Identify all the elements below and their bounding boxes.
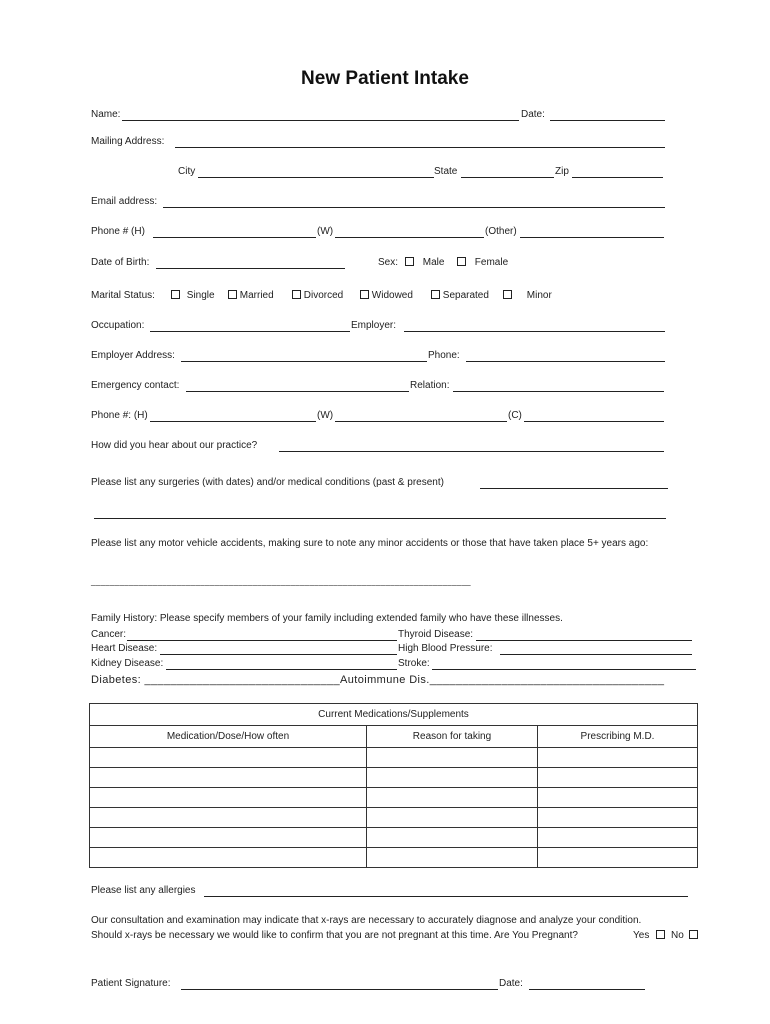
- reason-cell[interactable]: [367, 808, 538, 828]
- kidney-disease-field[interactable]: [166, 669, 397, 670]
- male-label: Male: [422, 257, 445, 268]
- sex-label: Sex:: [378, 257, 399, 268]
- xray-notice-line-1: Our consultation and examination may indicate that x-rays are necessary to accurately diagnose and analyze your condition.: [91, 915, 642, 926]
- marital-married-option[interactable]: [228, 290, 274, 302]
- pregnant-yes-option[interactable]: [633, 930, 665, 942]
- emergency-contact-label: Emergency contact:: [91, 380, 180, 391]
- pregnant-no-option[interactable]: [671, 930, 698, 942]
- female-checkbox[interactable]: [457, 257, 466, 266]
- married-label: Married: [239, 290, 274, 301]
- phone-work-label: (W): [317, 226, 334, 237]
- column-header-medication: Medication/Dose/How often: [90, 726, 367, 748]
- prescriber-cell[interactable]: [538, 808, 698, 828]
- emergency-contact-field[interactable]: [186, 391, 409, 392]
- email-field[interactable]: [163, 207, 665, 208]
- referral-field[interactable]: [279, 451, 664, 452]
- signature-label: Patient Signature:: [91, 978, 171, 989]
- kidney-disease-label: Kidney Disease:: [91, 658, 164, 669]
- city-field[interactable]: [198, 177, 434, 178]
- zip-label: Zip: [555, 166, 569, 177]
- phone-work-field[interactable]: [335, 237, 484, 238]
- employer-phone-field[interactable]: [466, 361, 665, 362]
- widowed-label: Widowed: [371, 290, 413, 301]
- dob-field[interactable]: [156, 268, 345, 269]
- thyroid-label: Thyroid Disease:: [398, 629, 474, 640]
- separated-checkbox[interactable]: [431, 290, 440, 299]
- sex-female-option[interactable]: [457, 257, 508, 269]
- referral-label: How did you hear about our practice?: [91, 440, 258, 451]
- employer-label: Employer:: [351, 320, 397, 331]
- medication-cell[interactable]: [90, 748, 367, 768]
- xray-notice-line-2: Should x-rays be necessary we would like to confirm that you are not pregnant at this time. Are You Pregnant?: [91, 930, 578, 941]
- column-header-reason: Reason for taking: [367, 726, 538, 748]
- table-row: [90, 808, 698, 828]
- prescriber-cell[interactable]: [538, 848, 698, 868]
- reason-cell[interactable]: [367, 828, 538, 848]
- medications-table: [89, 703, 698, 868]
- form-title: New Patient Intake: [301, 68, 469, 89]
- column-header-prescriber: Prescribing M.D.: [538, 726, 698, 748]
- autoimmune-field[interactable]: Autoimmune Dis.____________________________________: [340, 674, 665, 686]
- prescriber-cell[interactable]: [538, 828, 698, 848]
- high-blood-pressure-field[interactable]: [500, 654, 692, 655]
- phone-other-field[interactable]: [520, 237, 664, 238]
- emergency-phone-work-label: (W): [317, 410, 334, 421]
- widowed-checkbox[interactable]: [360, 290, 369, 299]
- phone-home-label: Phone # (H): [91, 226, 145, 237]
- employer-address-label: Employer Address:: [91, 350, 175, 361]
- separated-label: Separated: [442, 290, 489, 301]
- allergies-label: Please list any allergies: [91, 885, 196, 896]
- emergency-phone-work-field[interactable]: [335, 421, 507, 422]
- name-field[interactable]: [122, 120, 519, 121]
- male-checkbox[interactable]: [405, 257, 414, 266]
- heart-disease-label: Heart Disease:: [91, 643, 158, 654]
- phone-home-field[interactable]: [153, 237, 316, 238]
- marital-single-option[interactable]: [171, 290, 215, 302]
- occupation-label: Occupation:: [91, 320, 145, 331]
- marital-separated-option[interactable]: [431, 290, 489, 302]
- employer-address-field[interactable]: [181, 361, 427, 362]
- table-row: [90, 788, 698, 808]
- phone-other-label: (Other): [485, 226, 517, 237]
- heart-disease-field[interactable]: [160, 654, 397, 655]
- relation-label: Relation:: [410, 380, 450, 391]
- female-label: Female: [474, 257, 509, 268]
- zip-field[interactable]: [572, 177, 663, 178]
- emergency-phone-home-field[interactable]: [150, 421, 316, 422]
- table-row: [90, 828, 698, 848]
- cancer-label: Cancer:: [91, 629, 127, 640]
- minor-checkbox[interactable]: [503, 290, 512, 299]
- no-checkbox[interactable]: [689, 930, 698, 939]
- medications-caption: Current Medications/Supplements: [90, 704, 698, 726]
- single-label: Single: [186, 290, 215, 301]
- emergency-phone-home-label: Phone #: (H): [91, 410, 148, 421]
- no-label: No: [671, 930, 684, 941]
- thyroid-field[interactable]: [476, 640, 692, 641]
- stroke-field[interactable]: [432, 669, 696, 670]
- medication-cell[interactable]: [90, 828, 367, 848]
- accidents-field[interactable]: ________________________________________________________________________________: [91, 577, 471, 586]
- email-label: Email address:: [91, 196, 158, 207]
- medication-cell[interactable]: [90, 788, 367, 808]
- employer-field[interactable]: [404, 331, 665, 332]
- mailing-address-label: Mailing Address:: [91, 136, 165, 147]
- cancer-field[interactable]: [127, 640, 397, 641]
- state-field[interactable]: [461, 177, 554, 178]
- city-label: City: [178, 166, 196, 177]
- relation-field[interactable]: [453, 391, 664, 392]
- signature-field[interactable]: [181, 989, 498, 990]
- date-label: Date:: [521, 109, 545, 120]
- prescriber-cell[interactable]: [538, 788, 698, 808]
- medication-cell[interactable]: [90, 768, 367, 788]
- reason-cell[interactable]: [367, 848, 538, 868]
- divorced-label: Divorced: [303, 290, 344, 301]
- signature-date-label: Date:: [499, 978, 523, 989]
- diabetes-field[interactable]: Diabetes: ______________________________: [91, 674, 341, 686]
- mailing-address-field[interactable]: [175, 147, 665, 148]
- marital-widowed-option[interactable]: [360, 290, 413, 302]
- yes-checkbox[interactable]: [656, 930, 665, 939]
- medication-cell[interactable]: [90, 848, 367, 868]
- reason-cell[interactable]: [367, 788, 538, 808]
- high-blood-pressure-label: High Blood Pressure:: [398, 643, 493, 654]
- single-checkbox[interactable]: [171, 290, 180, 299]
- name-label: Name:: [91, 109, 121, 120]
- family-history-label: Family History: Please specify members of your family including extended family who have these illnesses.: [91, 613, 563, 624]
- date-field[interactable]: [550, 120, 665, 121]
- allergies-field[interactable]: [204, 896, 688, 897]
- minor-label: Minor: [526, 290, 552, 301]
- prescriber-cell[interactable]: [538, 768, 698, 788]
- table-row: [90, 748, 698, 768]
- table-row: [90, 848, 698, 868]
- sex-male-option[interactable]: [405, 257, 444, 269]
- table-row: [90, 768, 698, 788]
- surgeries-field-line-2[interactable]: [94, 518, 666, 519]
- stroke-label: Stroke:: [398, 658, 430, 669]
- emergency-phone-cell-field[interactable]: [524, 421, 664, 422]
- signature-date-field[interactable]: [529, 989, 645, 990]
- married-checkbox[interactable]: [228, 290, 237, 299]
- surgeries-field[interactable]: [480, 488, 668, 489]
- prescriber-cell[interactable]: [538, 748, 698, 768]
- marital-minor-option[interactable]: [503, 290, 552, 302]
- employer-phone-label: Phone:: [428, 350, 460, 361]
- medication-cell[interactable]: [90, 808, 367, 828]
- divorced-checkbox[interactable]: [292, 290, 301, 299]
- marital-divorced-option[interactable]: [292, 290, 343, 302]
- occupation-field[interactable]: [150, 331, 350, 332]
- reason-cell[interactable]: [367, 768, 538, 788]
- accidents-label: Please list any motor vehicle accidents, making sure to note any minor accidents or those that have taken place 5+ years ago:: [91, 538, 649, 549]
- yes-label: Yes: [633, 930, 650, 941]
- state-label: State: [434, 166, 458, 177]
- dob-label: Date of Birth:: [91, 257, 150, 268]
- emergency-phone-cell-label: (C): [508, 410, 522, 421]
- marital-status-label: Marital Status:: [91, 290, 155, 301]
- surgeries-label: Please list any surgeries (with dates) and/or medical conditions (past & present): [91, 477, 444, 488]
- reason-cell[interactable]: [367, 748, 538, 768]
